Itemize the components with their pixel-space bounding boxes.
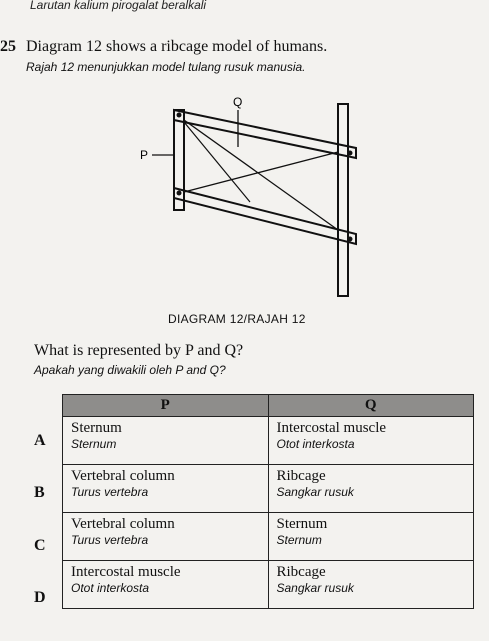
- pivot-pin: [348, 237, 353, 242]
- option-b-q: Ribcage Sangkar rusuk: [268, 465, 474, 513]
- prompt-text: What is represented by P and Q?: [34, 342, 244, 359]
- diagram-caption: DIAGRAM 12/RAJAH 12: [168, 312, 306, 326]
- question-text-malay: Rajah 12 menunjukkan model tulang rusuk manusia.: [26, 60, 306, 74]
- header-q: Q: [268, 395, 474, 417]
- answer-table: [62, 394, 474, 609]
- option-a-q: Intercostal muscle Otot interkosta: [268, 417, 474, 465]
- pivot-pin: [348, 151, 353, 156]
- option-row-b[interactable]: [63, 465, 474, 513]
- option-a-p: Sternum Sternum: [63, 417, 269, 465]
- option-row-c[interactable]: [63, 513, 474, 561]
- upper-bar: [174, 110, 356, 158]
- question-number: 25: [0, 38, 16, 55]
- cross-string-1: [184, 120, 338, 230]
- option-label-c[interactable]: C: [34, 537, 46, 554]
- option-d-p: Intercostal muscle Otot interkosta: [63, 561, 269, 609]
- option-c-p: Vertebral column Turus vertebra: [63, 513, 269, 561]
- option-label-b[interactable]: B: [34, 484, 45, 501]
- question-text: Diagram 12 shows a ribcage model of humans.: [26, 38, 328, 55]
- option-b-p: Vertebral column Turus vertebra: [63, 465, 269, 513]
- header-text: Larutan kalium pirogalat beralkali: [30, 0, 207, 12]
- prompt-text-malay: Apakah yang diwakili oleh P and Q?: [34, 363, 226, 377]
- right-post: [338, 104, 348, 296]
- label-p: P: [140, 148, 149, 162]
- pivot-pin: [177, 191, 182, 196]
- pivot-pin: [177, 113, 182, 118]
- header-p: P: [63, 395, 269, 417]
- option-row-d[interactable]: [63, 561, 474, 609]
- option-c-q: Sternum Sternum: [268, 513, 474, 561]
- ribcage-model-diagram: [130, 92, 380, 307]
- lower-bar: [174, 188, 356, 244]
- option-label-a[interactable]: A: [34, 432, 46, 449]
- cross-string-2: [184, 152, 338, 192]
- label-q: Q: [233, 95, 243, 109]
- option-d-q: Ribcage Sangkar rusuk: [268, 561, 474, 609]
- option-label-d[interactable]: D: [34, 589, 46, 606]
- option-row-a[interactable]: [63, 417, 474, 465]
